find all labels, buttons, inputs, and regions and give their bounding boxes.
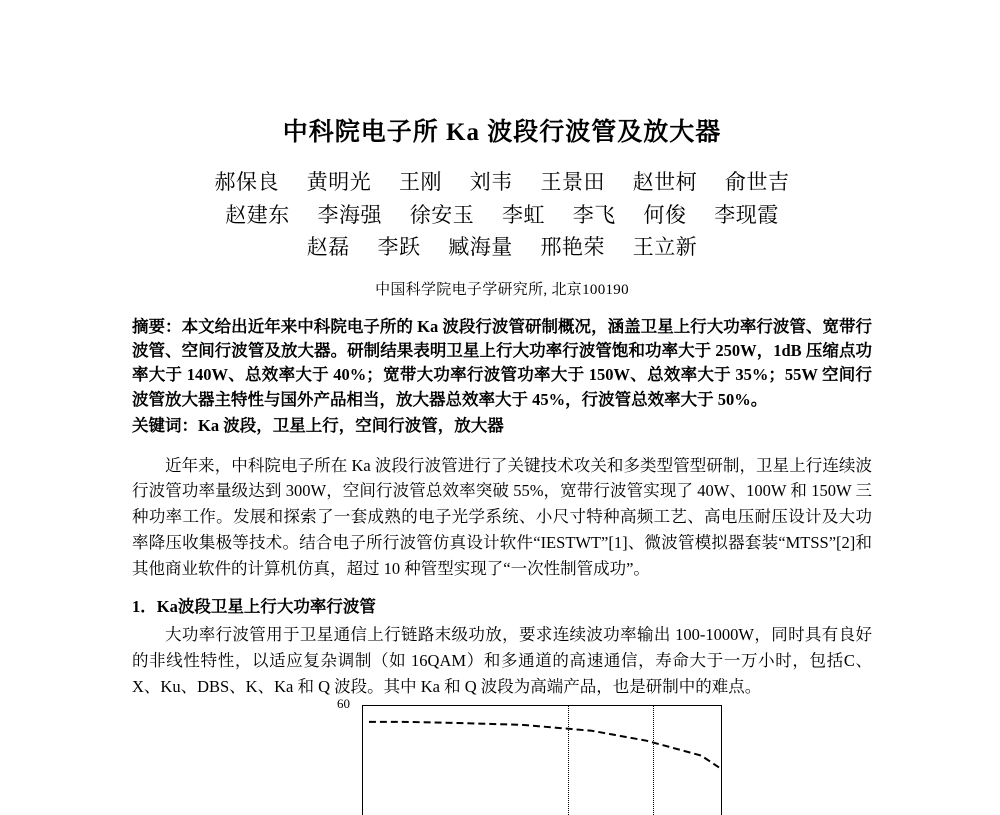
keywords-block xyxy=(132,414,872,438)
abstract-text: 本文给出近年来中科院电子所的 Ka 波段行波管研制概况，涵盖卫星上行大功率行波管、宽带行波管、空间行波管及放大器。研制结果表明卫星上行大功率行波管饱和功率大于 250W，1dB 压缩点功率大于 140W、总效率大于 40%；宽带大功率行波管功率大于 150W、总效率大于 35%；55W 空间行波管放大器主特性与国外产品相当，放大器总效率大于 45%，行波管总效率大于 50%。 xyxy=(132,316,873,409)
author-name: 王景田 xyxy=(540,170,605,194)
intro-paragraph: 近年来，中科院电子所在 Ka 波段行波管进行了关键技术攻关和多类型管型研制，卫星上行连续波行波管功率量级达到 300W，空间行波管总效率突破 55%，宽带行波管实现了 40W、100W 和 150W 三种功率工作。发展和探索了一套成熟的电子光学系统、小尺寸特种高频工艺、高电压耐压设计及大功率降压收集极等技术。结合电子所行波管仿真设计软件“IESTWT”[1]、微波管模拟器套装“MTSS”[2]和其他商业软件的计算机仿真，超过 10 种管型实现了“一次性制管成功”。 xyxy=(132,455,872,578)
document-content xyxy=(132,0,872,775)
author-name: 李虹 xyxy=(502,202,545,227)
author-name: 赵磊 xyxy=(306,235,350,260)
author-name: 李飞 xyxy=(572,202,616,227)
author-name: 赵世柯 xyxy=(632,170,698,194)
author-name: 赵建东 xyxy=(225,202,290,227)
author-name: 王刚 xyxy=(399,170,442,194)
chart-curve xyxy=(363,706,721,815)
author-list xyxy=(132,166,872,264)
author-name: 郝保良 xyxy=(214,170,279,194)
chart-plot-area xyxy=(337,696,722,815)
author-name: 邢艳荣 xyxy=(540,235,605,260)
abstract-block xyxy=(132,315,872,413)
chart-y-tick-label: 60 xyxy=(337,696,350,712)
author-name: 俞世吉 xyxy=(725,170,790,194)
figure-1 xyxy=(132,696,872,775)
author-row xyxy=(132,199,872,232)
keywords-label: 关键词： xyxy=(132,416,198,436)
page-title: 中科院电子所 Ka 波段行波管及放大器 xyxy=(282,119,722,146)
author-name: 李现霞 xyxy=(714,202,779,227)
abstract-label: 摘要： xyxy=(132,316,182,336)
author-name: 何俊 xyxy=(643,202,687,227)
author-row xyxy=(132,231,872,264)
section-heading-1: 1．Ka波段卫星上行大功率行波管 xyxy=(132,597,376,617)
author-name: 刘韦 xyxy=(469,170,513,194)
author-name: 臧海量 xyxy=(448,235,513,260)
author-name: 王立新 xyxy=(632,235,698,260)
author-name: 李海强 xyxy=(317,202,382,227)
author-name: 徐安玉 xyxy=(409,202,475,227)
author-name: 李跃 xyxy=(377,235,421,260)
section-1-paragraph: 大功率行波管用于卫星通信上行链路末级功放，要求连续波功率输出 100-1000W，同时具有良好的非线性特性，以适应复杂调制（如 16QAM）和多通道的高速通信，寿命大于一万小时，包括C、X、Ku、DBS、K、Ka 和 Q 波段。其中 Ka 和 Q 波段为高端产品，也是研制中的难点。 xyxy=(132,625,872,696)
author-row xyxy=(132,166,872,199)
keywords-text: Ka 波段，卫星上行，空间行波管，放大器 xyxy=(198,416,504,436)
affiliation: 中国科学院电子学研究所, 北京100190 xyxy=(375,281,629,298)
author-name: 黄明光 xyxy=(306,170,372,194)
